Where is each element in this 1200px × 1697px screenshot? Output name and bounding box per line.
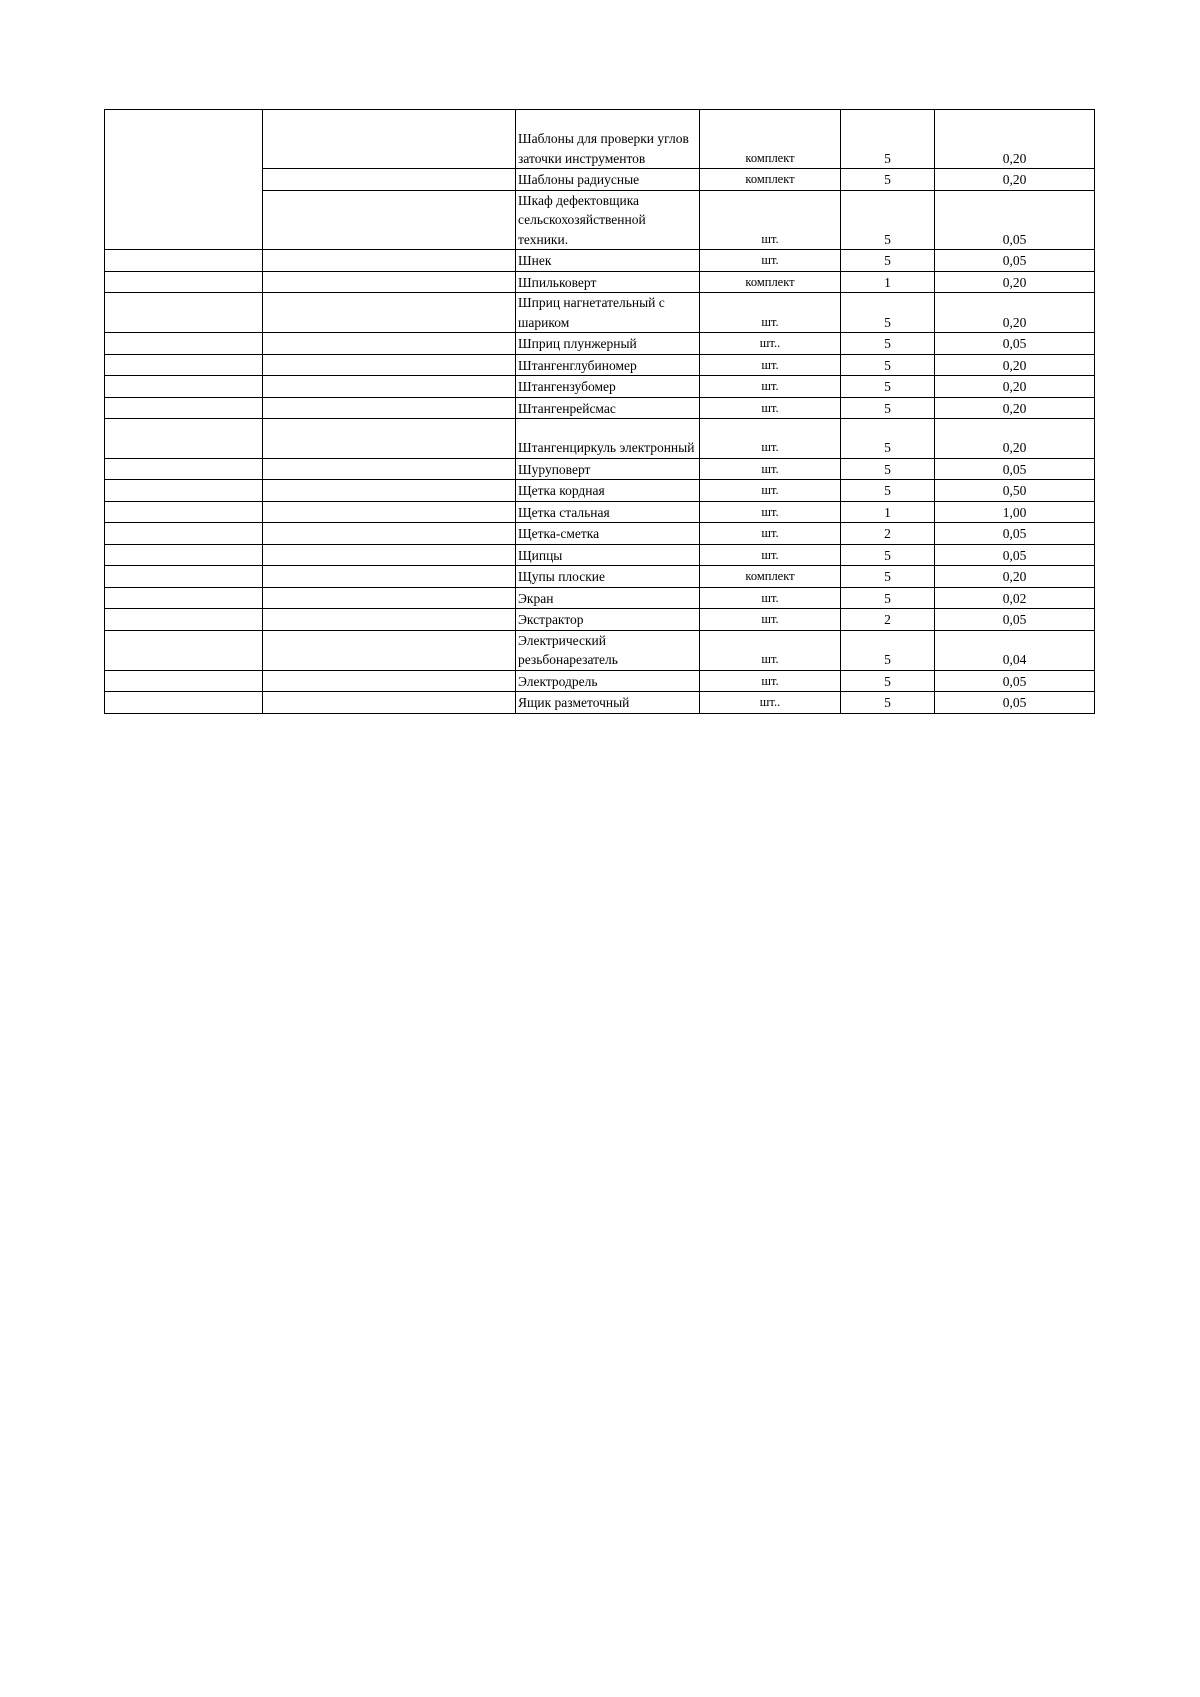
item-unit: шт. (761, 483, 779, 498)
empty-cell-col1 (105, 587, 263, 609)
item-coefficient: 0,20 (1002, 172, 1027, 188)
item-coefficient-cell (935, 587, 1095, 609)
item-name: Электрический резьбонарезатель (518, 632, 618, 668)
item-name-cell (516, 354, 700, 376)
item-name-cell (516, 458, 700, 480)
empty-cell-col1 (105, 271, 263, 293)
item-unit: шт. (761, 314, 779, 329)
table-row (105, 354, 1095, 376)
item-name: Щупы плоские (518, 569, 606, 585)
item-unit-cell (700, 333, 841, 355)
item-name-cell (516, 190, 700, 250)
table-row (105, 190, 1095, 250)
item-quantity-cell (841, 190, 935, 250)
item-quantity: 5 (884, 569, 891, 585)
item-name: Экстрактор (518, 612, 584, 628)
empty-cell-col2 (263, 523, 516, 545)
empty-cell-col1 (105, 110, 263, 169)
empty-cell-col1 (105, 523, 263, 545)
item-coefficient: 0,50 (1002, 483, 1027, 499)
empty-cell-col2 (263, 692, 516, 714)
empty-cell-col2 (263, 544, 516, 566)
item-quantity: 2 (884, 526, 891, 542)
item-coefficient-cell (935, 333, 1095, 355)
item-quantity: 1 (884, 504, 891, 520)
item-name: Щетка-сметка (518, 526, 600, 542)
item-quantity-cell (841, 692, 935, 714)
item-unit-cell (700, 190, 841, 250)
table-row (105, 110, 1095, 169)
item-quantity: 5 (884, 150, 891, 166)
item-name-cell (516, 169, 700, 191)
item-coefficient: 0,20 (1002, 569, 1027, 585)
table-row (105, 271, 1095, 293)
item-quantity-cell (841, 566, 935, 588)
item-name: Шприц плунжерный (518, 336, 637, 352)
table-row (105, 376, 1095, 398)
item-unit: шт. (761, 652, 779, 667)
item-quantity: 5 (884, 379, 891, 395)
empty-cell-col2 (263, 333, 516, 355)
item-quantity: 5 (884, 172, 891, 188)
item-quantity: 5 (884, 483, 891, 499)
item-quantity-cell (841, 293, 935, 333)
item-coefficient: 0,02 (1002, 590, 1027, 606)
item-quantity-cell (841, 480, 935, 502)
item-coefficient: 0,05 (1002, 253, 1027, 269)
item-name-cell (516, 501, 700, 523)
item-quantity-cell (841, 271, 935, 293)
item-unit: комплект (745, 274, 795, 289)
item-quantity: 5 (884, 547, 891, 563)
table-row (105, 333, 1095, 355)
item-name: Щетка стальная (518, 504, 610, 520)
item-name: Шпильковерт (518, 274, 597, 290)
table-row (105, 670, 1095, 692)
item-coefficient: 0,05 (1002, 695, 1027, 711)
item-unit-cell (700, 523, 841, 545)
item-quantity-cell (841, 376, 935, 398)
empty-cell-col1 (105, 566, 263, 588)
empty-cell-col2 (263, 169, 516, 191)
item-name-cell (516, 480, 700, 502)
item-name-cell (516, 692, 700, 714)
item-quantity-cell (841, 670, 935, 692)
item-coefficient-cell (935, 480, 1095, 502)
item-quantity-cell (841, 419, 935, 459)
item-name: Штангенрейсмас (518, 400, 616, 416)
item-unit-cell (700, 587, 841, 609)
item-unit: шт.. (759, 695, 781, 710)
empty-cell-col2 (263, 670, 516, 692)
item-unit-cell (700, 566, 841, 588)
item-coefficient-cell (935, 169, 1095, 191)
item-unit: шт. (761, 612, 779, 627)
item-quantity: 5 (884, 253, 891, 269)
empty-cell-col1 (105, 190, 263, 250)
item-unit: шт.. (759, 336, 781, 351)
item-coefficient-cell (935, 419, 1095, 459)
item-quantity-cell (841, 544, 935, 566)
item-quantity-cell (841, 501, 935, 523)
item-name-cell (516, 110, 700, 169)
item-coefficient-cell (935, 354, 1095, 376)
item-name: Шкаф дефектовщика сельскохозяйственной техники. (518, 192, 646, 247)
empty-cell-col2 (263, 293, 516, 333)
table-row (105, 397, 1095, 419)
item-name-cell (516, 271, 700, 293)
item-quantity: 5 (884, 652, 891, 668)
empty-cell-col1 (105, 544, 263, 566)
item-unit: шт. (761, 590, 779, 605)
item-unit: шт. (761, 440, 779, 455)
item-name-cell (516, 544, 700, 566)
item-unit: комплект (745, 150, 795, 165)
item-quantity-cell (841, 110, 935, 169)
empty-cell-col2 (263, 190, 516, 250)
item-unit-cell (700, 110, 841, 169)
item-coefficient: 0,05 (1002, 461, 1027, 477)
empty-cell-col1 (105, 333, 263, 355)
table-row (105, 250, 1095, 272)
item-coefficient: 1,00 (1002, 504, 1027, 520)
item-quantity: 5 (884, 231, 891, 247)
equipment-table-body (105, 110, 1095, 714)
item-coefficient-cell (935, 566, 1095, 588)
empty-cell-col2 (263, 501, 516, 523)
item-coefficient-cell (935, 670, 1095, 692)
table-row (105, 609, 1095, 631)
item-quantity: 5 (884, 336, 891, 352)
item-quantity-cell (841, 609, 935, 631)
item-name: Штангенциркуль электронный (518, 440, 695, 456)
table-row (105, 419, 1095, 459)
item-coefficient-cell (935, 458, 1095, 480)
item-name: Щетка кордная (518, 483, 605, 499)
item-name-cell (516, 587, 700, 609)
item-coefficient: 0,20 (1002, 357, 1027, 373)
empty-cell-col1 (105, 458, 263, 480)
item-name: Ящик разметочный (518, 695, 630, 711)
item-unit: комплект (745, 569, 795, 584)
empty-cell-col1 (105, 376, 263, 398)
empty-cell-col2 (263, 419, 516, 459)
item-quantity-cell (841, 458, 935, 480)
table-row (105, 630, 1095, 670)
item-unit: шт. (761, 400, 779, 415)
item-unit-cell (700, 609, 841, 631)
empty-cell-col1 (105, 630, 263, 670)
empty-cell-col2 (263, 458, 516, 480)
item-coefficient-cell (935, 692, 1095, 714)
item-unit-cell (700, 397, 841, 419)
item-coefficient-cell (935, 523, 1095, 545)
table-row (105, 523, 1095, 545)
empty-cell-col1 (105, 397, 263, 419)
item-coefficient: 0,20 (1002, 314, 1027, 330)
item-coefficient: 0,05 (1002, 612, 1027, 628)
empty-cell-col1 (105, 501, 263, 523)
item-coefficient: 0,20 (1002, 440, 1027, 456)
item-coefficient: 0,20 (1002, 400, 1027, 416)
item-coefficient: 0,20 (1002, 274, 1027, 290)
item-unit-cell (700, 544, 841, 566)
equipment-table (104, 109, 1095, 714)
item-unit: комплект (745, 172, 795, 187)
item-quantity: 5 (884, 440, 891, 456)
item-quantity: 5 (884, 400, 891, 416)
item-quantity-cell (841, 354, 935, 376)
item-name: Щипцы (518, 547, 563, 563)
item-name-cell (516, 333, 700, 355)
item-unit-cell (700, 250, 841, 272)
item-unit-cell (700, 501, 841, 523)
item-unit-cell (700, 630, 841, 670)
item-quantity: 5 (884, 695, 891, 711)
empty-cell-col2 (263, 110, 516, 169)
item-unit: шт. (761, 253, 779, 268)
item-unit-cell (700, 271, 841, 293)
item-unit: шт. (761, 461, 779, 476)
item-name-cell (516, 419, 700, 459)
item-name: Шприц нагнетательный с шариком (518, 295, 665, 330)
item-unit-cell (700, 293, 841, 333)
empty-cell-col2 (263, 354, 516, 376)
empty-cell-col2 (263, 480, 516, 502)
table-row (105, 566, 1095, 588)
item-coefficient: 0,20 (1002, 379, 1027, 395)
table-row (105, 293, 1095, 333)
table-row (105, 169, 1095, 191)
item-name-cell (516, 630, 700, 670)
item-quantity: 5 (884, 357, 891, 373)
item-coefficient-cell (935, 609, 1095, 631)
item-quantity-cell (841, 587, 935, 609)
empty-cell-col1 (105, 609, 263, 631)
item-coefficient-cell (935, 293, 1095, 333)
item-name: Шаблоны для проверки углов заточки инструментов (518, 131, 689, 166)
item-name-cell (516, 250, 700, 272)
empty-cell-col2 (263, 250, 516, 272)
item-quantity-cell (841, 630, 935, 670)
item-quantity-cell (841, 250, 935, 272)
table-row (105, 501, 1095, 523)
empty-cell-col2 (263, 566, 516, 588)
empty-cell-col1 (105, 293, 263, 333)
item-coefficient-cell (935, 397, 1095, 419)
item-coefficient: 0,05 (1002, 336, 1027, 352)
item-unit: шт. (761, 357, 779, 372)
empty-cell-col1 (105, 692, 263, 714)
item-name: Штангензубомер (518, 379, 616, 395)
item-coefficient: 0,05 (1002, 231, 1027, 247)
item-unit: шт. (761, 231, 779, 246)
item-quantity: 5 (884, 314, 891, 330)
item-unit-cell (700, 376, 841, 398)
item-unit-cell (700, 692, 841, 714)
item-unit: шт. (761, 673, 779, 688)
item-quantity-cell (841, 333, 935, 355)
item-coefficient-cell (935, 190, 1095, 250)
item-quantity: 5 (884, 590, 891, 606)
item-name: Шаблоны радиусные (518, 172, 640, 188)
item-name-cell (516, 670, 700, 692)
item-unit-cell (700, 419, 841, 459)
item-coefficient-cell (935, 271, 1095, 293)
item-coefficient-cell (935, 544, 1095, 566)
item-quantity-cell (841, 397, 935, 419)
item-unit-cell (700, 458, 841, 480)
item-quantity: 5 (884, 461, 891, 477)
empty-cell-col1 (105, 480, 263, 502)
item-unit: шт. (761, 547, 779, 562)
item-quantity-cell (841, 523, 935, 545)
item-coefficient: 0,05 (1002, 526, 1027, 542)
item-name: Шнек (518, 253, 552, 269)
item-unit-cell (700, 670, 841, 692)
table-row (105, 587, 1095, 609)
item-unit: шт. (761, 526, 779, 541)
item-coefficient: 0,05 (1002, 547, 1027, 563)
item-name: Шуруповерт (518, 461, 591, 477)
empty-cell-col1 (105, 169, 263, 191)
empty-cell-col2 (263, 271, 516, 293)
empty-cell-col2 (263, 397, 516, 419)
item-coefficient: 0,05 (1002, 673, 1027, 689)
table-row (105, 458, 1095, 480)
empty-cell-col2 (263, 376, 516, 398)
item-name-cell (516, 566, 700, 588)
table-row (105, 480, 1095, 502)
item-name: Экран (518, 590, 554, 606)
empty-cell-col1 (105, 250, 263, 272)
item-coefficient: 0,04 (1002, 652, 1027, 668)
item-coefficient-cell (935, 376, 1095, 398)
item-name-cell (516, 293, 700, 333)
empty-cell-col2 (263, 630, 516, 670)
empty-cell-col2 (263, 609, 516, 631)
item-coefficient-cell (935, 501, 1095, 523)
item-coefficient-cell (935, 630, 1095, 670)
item-name-cell (516, 376, 700, 398)
empty-cell-col1 (105, 419, 263, 459)
empty-cell-col1 (105, 670, 263, 692)
item-name-cell (516, 523, 700, 545)
item-name-cell (516, 609, 700, 631)
item-unit: шт. (761, 504, 779, 519)
item-name-cell (516, 397, 700, 419)
item-name: Штангенглубиномер (518, 357, 637, 373)
item-coefficient-cell (935, 110, 1095, 169)
item-coefficient-cell (935, 250, 1095, 272)
item-quantity: 5 (884, 673, 891, 689)
table-row (105, 544, 1095, 566)
item-quantity: 2 (884, 612, 891, 628)
item-unit-cell (700, 169, 841, 191)
item-unit: шт. (761, 379, 779, 394)
table-row (105, 692, 1095, 714)
item-unit-cell (700, 480, 841, 502)
item-quantity: 1 (884, 274, 891, 290)
item-unit-cell (700, 354, 841, 376)
empty-cell-col1 (105, 354, 263, 376)
empty-cell-col2 (263, 587, 516, 609)
item-coefficient: 0,20 (1002, 150, 1027, 166)
item-name: Электродрель (518, 673, 598, 689)
item-quantity-cell (841, 169, 935, 191)
